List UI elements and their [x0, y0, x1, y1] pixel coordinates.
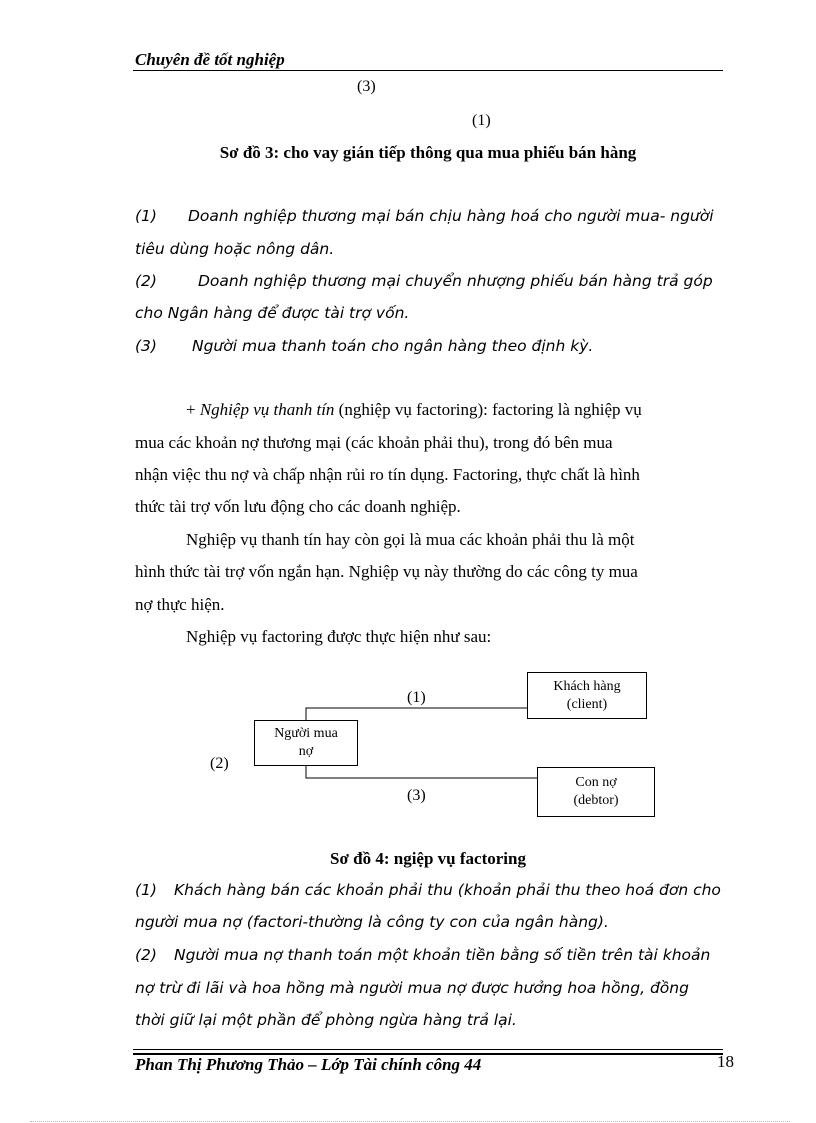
- p1-lead: +: [186, 400, 200, 419]
- note3-3-line1: Người mua thanh toán cho ngân hàng theo định kỳ.: [192, 337, 594, 355]
- diagram4-label-2: (2): [210, 755, 229, 772]
- note3-2-line2: cho Ngân hàng để được tài trợ vốn.: [135, 304, 410, 322]
- page-header-title: Chuyên đề tốt nghiệp: [135, 50, 285, 69]
- buyer-box: [254, 720, 358, 766]
- buyer-box-line2: nợ: [298, 744, 314, 759]
- debtor-box: [537, 767, 655, 817]
- diagram3-label-3: (3): [357, 78, 376, 95]
- paragraph-2-line-3: nợ thực hiện.: [135, 595, 225, 614]
- note3-1-line1: Doanh nghiệp thương mại bán chịu hàng hoá cho người mua- người: [188, 207, 714, 225]
- p1-term: Nghiệp vụ thanh tín: [199, 400, 335, 419]
- paragraph-2-line-1: Nghiệp vụ thanh tín hay còn gọi là mua các khoản phải thu là một: [186, 530, 635, 549]
- diagram3-label-1: (1): [472, 112, 491, 129]
- client-box: [527, 672, 647, 719]
- note4-1-num: (1): [135, 881, 157, 899]
- note4-1-line2: người mua nợ (factori-thường là công ty con của ngân hàng).: [135, 913, 609, 931]
- note3-1-num: (1): [135, 207, 157, 225]
- paragraph-1-line-4: thức tài trợ vốn lưu động cho các doanh nghiệp.: [135, 497, 461, 516]
- footer-author: Phan Thị Phương Thảo – Lớp Tài chính công 44: [135, 1055, 482, 1074]
- paragraph-2-line-2: hình thức tài trợ vốn ngắn hạn. Nghiệp vụ này thường do các công ty mua: [135, 562, 638, 581]
- paragraph-3-line-1: Nghiệp vụ factoring được thực hiện như sau:: [186, 627, 492, 646]
- note3-1-line2: tiêu dùng hoặc nông dân.: [135, 240, 335, 258]
- note3-2-line1: Doanh nghiệp thương mại chuyển nhượng phiếu bán hàng trả góp: [198, 272, 713, 290]
- diagram4-caption: Sơ đồ 4: ngiệp vụ factoring: [330, 849, 526, 868]
- connector-buyer-debtor: [306, 766, 537, 778]
- note4-2-line3: thời giữ lại một phần để phòng ngừa hàng trả lại.: [135, 1011, 517, 1029]
- diagram4-label-3: (3): [407, 787, 426, 804]
- buyer-box-line1: Người mua: [274, 726, 338, 741]
- debtor-box-line1: Con nợ: [575, 775, 617, 790]
- page-number: 18: [717, 1052, 734, 1071]
- note4-2-line1: Người mua nợ thanh toán một khoản tiền bằng số tiền trên tài khoản: [174, 946, 711, 964]
- page-bottom-border: [30, 1121, 790, 1122]
- footer-rule-thin: [133, 1049, 723, 1050]
- client-box-line1: Khách hàng: [553, 678, 621, 694]
- paragraph-1-line-3: nhận việc thu nợ và chấp nhận rủi ro tín dụng. Factoring, thực chất là hình: [135, 465, 640, 484]
- note4-2-line2: nợ trừ đi lãi và hoa hồng mà người mua nợ được hưởng hoa hồng, đồng: [135, 979, 689, 997]
- note3-3-num: (3): [135, 337, 157, 355]
- paragraph-1-line-2: mua các khoản nợ thương mại (các khoản phải thu), trong đó bên mua: [135, 433, 613, 452]
- diagram3-caption: Sơ đồ 3: cho vay gián tiếp thông qua mua phiếu bán hàng: [219, 143, 637, 162]
- note3-2-num: (2): [135, 272, 157, 290]
- note4-1-line1: Khách hàng bán các khoản phải thu (khoản phải thu theo hoá đơn cho: [174, 881, 721, 899]
- note4-2-num: (2): [135, 946, 157, 964]
- diagram4-label-1: (1): [407, 689, 426, 706]
- client-box-line2: (client): [566, 696, 608, 712]
- connector-buyer-client: [306, 708, 527, 720]
- debtor-box-line2: (debtor): [573, 793, 619, 808]
- p1-rest: (nghiệp vụ factoring): factoring là nghiệp vụ: [334, 400, 642, 419]
